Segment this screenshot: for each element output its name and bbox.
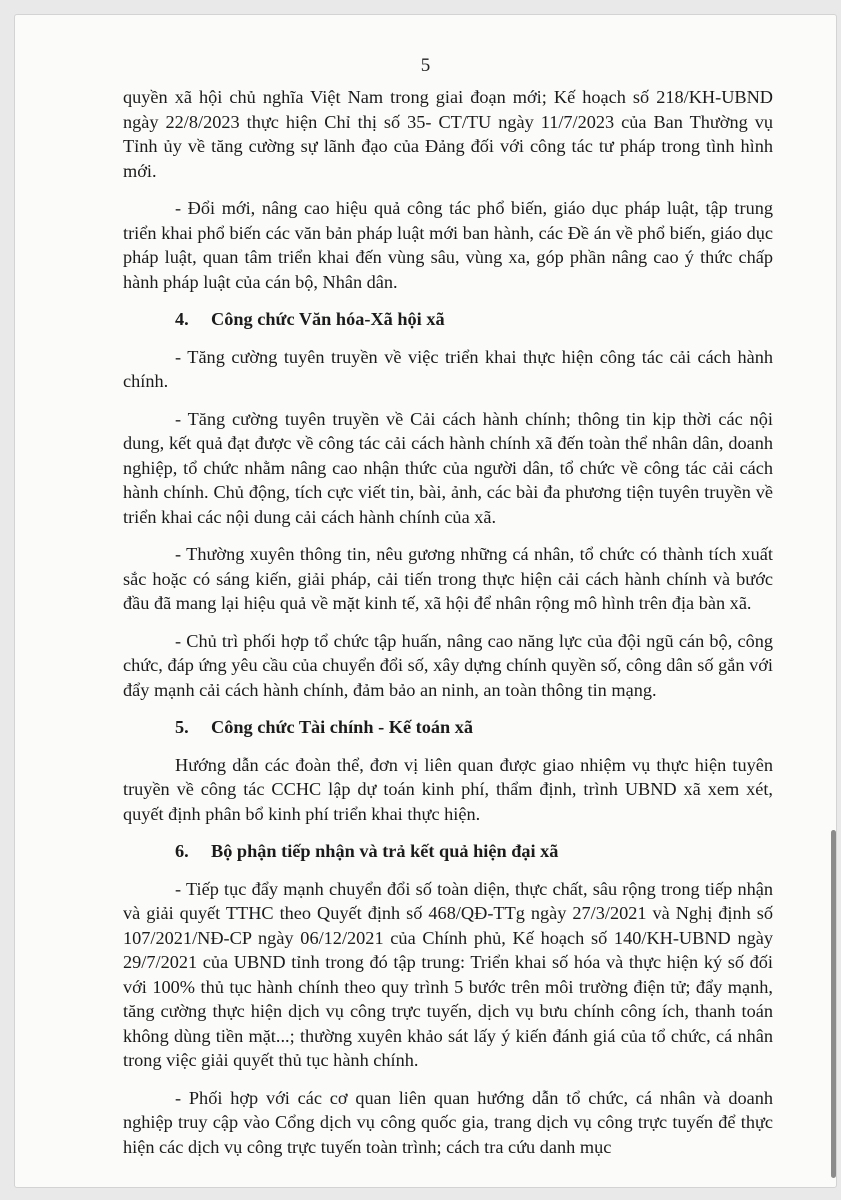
section-title: Công chức Văn hóa-Xã hội xã <box>211 309 445 329</box>
paragraph: - Tăng cường tuyên truyền về Cải cách hành chính; thông tin kịp thời các nội dung, kết quả đạt được về công tác cải cách hành chính xã đến toàn thể nhân dân, doanh nghiệp, tổ chức nhằm nâng cao nhận thức của người dân, tổ chức về công tác cải cách hành chính. Chủ động, tích cực viết tin, bài, ảnh, các bài đa phương tiện tuyên truyền về triển khai các nội dung cải cách hành chính của xã. <box>123 408 773 527</box>
section-heading-5 <box>123 715 773 740</box>
paragraph: Hướng dẫn các đoàn thể, đơn vị liên quan được giao nhiệm vụ thực hiện tuyên truyền về công tác CCHC lập dự toán kinh phí, thẩm định, trình UBND xã xem xét, quyết định phân bổ kinh phí triển khai thực hiện. <box>123 754 773 824</box>
section-heading-6 <box>123 839 773 864</box>
section-number: 6. <box>175 841 189 861</box>
paragraph: - Thường xuyên thông tin, nêu gương những cá nhân, tổ chức có thành tích xuất sắc hoặc có sáng kiến, giải pháp, cải tiến trong thực hiện cải cách hành chính và bước đầu đã mang lại hiệu quả về mặt kinh tế, xã hội để nhân rộng mô hình trên địa bàn xã. <box>123 544 773 613</box>
section-number: 5. <box>175 717 189 737</box>
page-number: 5 <box>420 55 431 76</box>
paragraph: - Tăng cường tuyên truyền về việc triển khai thực hiện công tác cải cách hành chính. <box>123 346 773 391</box>
scrollbar[interactable] <box>831 830 836 1178</box>
paragraph: - Đổi mới, nâng cao hiệu quả công tác phổ biến, giáo dục pháp luật, tập trung triển khai phổ biến các văn bản pháp luật mới ban hành, các Đề án về phổ biến, giáo dục pháp luật, quan tâm triển khai đến vùng sâu, vùng xa, góp phần nâng cao ý thức chấp hành pháp luật của cán bộ, Nhân dân. <box>123 198 773 292</box>
document-body <box>123 85 773 1172</box>
paragraph: - Phối hợp với các cơ quan liên quan hướng dẫn tổ chức, cá nhân và doanh nghiệp truy cập vào Cổng dịch vụ công quốc gia, trang dịch vụ công trực tuyến để thực hiện các dịch vụ công trực tuyến toàn trình; cách tra cứu danh mục <box>123 1087 773 1157</box>
section-number: 4. <box>175 309 189 329</box>
paragraph: - Tiếp tục đẩy mạnh chuyển đổi số toàn diện, thực chất, sâu rộng trong tiếp nhận và giải quyết TTHC theo Quyết định số 468/QĐ-TTg ngày 27/3/2021 và Nghị định số 107/2021/NĐ-CP ngày 06/12/2021 của Chính phủ, Kế hoạch số 140/KH-UBND ngày 29/7/2021 của UBND tỉnh trong đó tập trung: Triển khai số hóa và thực hiện ký số đối với 100% thủ tục hành chính theo quy trình 5 bước trên môi trường điện tử; đẩy mạnh, tăng cường thực hiện dịch vụ công trực tuyến, dịch vụ bưu chính công ích, thanh toán không dùng tiền mặt...; thường xuyên khảo sát lấy ý kiến đánh giá của tổ chức, cá nhân trong việc giải quyết thủ tục hành chính. <box>123 878 773 1070</box>
document-page <box>14 14 837 1188</box>
section-title: Bộ phận tiếp nhận và trả kết quả hiện đại xã <box>211 841 559 861</box>
section-title: Công chức Tài chính - Kế toán xã <box>211 717 474 737</box>
section-heading-4 <box>123 307 773 332</box>
paragraph: quyền xã hội chủ nghĩa Việt Nam trong giai đoạn mới; Kế hoạch số 218/KH-UBND ngày 22/8/2023 thực hiện Chỉ thị số 35- CT/TU ngày 11/7/2023 của Ban Thường vụ Tỉnh ủy về tăng cường sự lãnh đạo của Đảng đối với công tác tư pháp trong tình hình mới. <box>123 87 773 181</box>
paragraph: - Chủ trì phối hợp tổ chức tập huấn, nâng cao năng lực của đội ngũ cán bộ, công chức, đáp ứng yêu cầu của chuyển đổi số, xây dựng chính quyền số, công dân số gắn với đẩy mạnh cải cách hành chính, đảm bảo an ninh, an toàn thông tin mạng. <box>123 630 773 700</box>
